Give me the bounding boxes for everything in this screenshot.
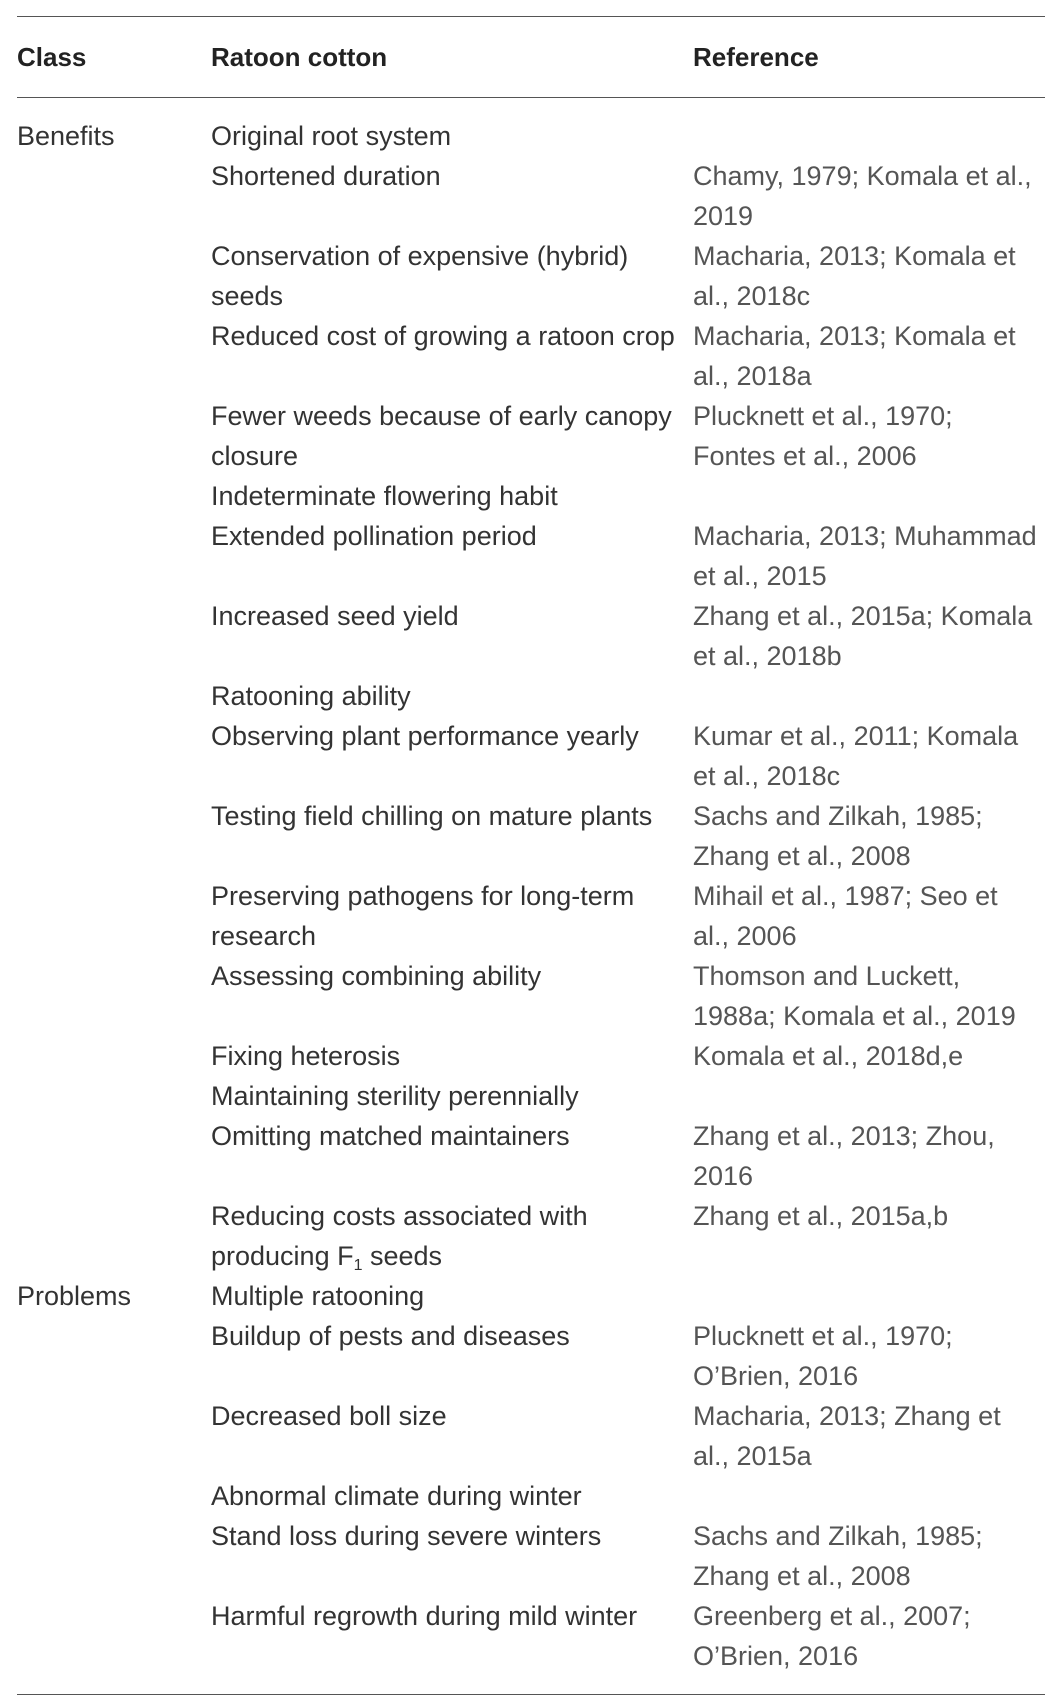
item-cell: Original root system [211, 121, 452, 151]
item-cell: Fewer weeds because of early canopy closure [211, 401, 672, 471]
table-body [17, 98, 1045, 1694]
item-cell: Abnormal climate during winter [211, 1481, 582, 1511]
table-row [17, 1596, 1045, 1676]
item-cell: Increased seed yield [211, 601, 459, 631]
table-row [17, 796, 1045, 876]
item-cell: Preserving pathogens for long-term research [211, 881, 635, 951]
item-text: Reducing costs associated with producing F [211, 1201, 588, 1271]
header-ratoon-cotton: Ratoon cotton [211, 41, 388, 72]
item-cell: Shortened duration [211, 161, 441, 191]
reference-cell: Macharia, 2013; Zhang et al., 2015a [693, 1401, 1001, 1471]
table-row [17, 1316, 1045, 1396]
table-row [17, 956, 1045, 1036]
reference-cell: Zhang et al., 2013; Zhou, 2016 [693, 1121, 995, 1191]
table-row [17, 876, 1045, 956]
bottom-rule [17, 1694, 1045, 1695]
table-row [17, 516, 1045, 596]
item-cell: Decreased boll size [211, 1401, 447, 1431]
reference-cell: Macharia, 2013; Muhammad et al., 2015 [693, 521, 1037, 591]
item-cell [211, 1196, 693, 1276]
item-cell: Reduced cost of growing a ratoon crop [211, 321, 675, 351]
item-cell: Fixing heterosis [211, 1041, 401, 1071]
reference-cell: Sachs and Zilkah, 1985; Zhang et al., 2008 [693, 801, 983, 871]
item-cell: Buildup of pests and diseases [211, 1321, 570, 1351]
reference-cell: Mihail et al., 1987; Seo et al., 2006 [693, 881, 998, 951]
class-cell: Problems [17, 1281, 132, 1311]
item-cell: Assessing combining ability [211, 961, 542, 991]
item-cell: Stand loss during severe winters [211, 1521, 602, 1551]
item-cell: Maintaining sterility perennially [211, 1081, 579, 1111]
table-row [17, 1076, 1045, 1116]
class-cell: Benefits [17, 121, 115, 151]
table-row [17, 716, 1045, 796]
reference-cell: Greenberg et al., 2007; O’Brien, 2016 [693, 1601, 971, 1671]
table-row [17, 156, 1045, 236]
item-cell: Omitting matched maintainers [211, 1121, 570, 1151]
table-row [17, 236, 1045, 316]
reference-cell: Zhang et al., 2015a; Komala et al., 2018b [693, 601, 1033, 671]
item-cell: Conservation of expensive (hybrid) seeds [211, 241, 629, 311]
table-row [17, 1276, 1045, 1316]
table-row [17, 1116, 1045, 1196]
header-class: Class [17, 41, 87, 72]
reference-cell: Sachs and Zilkah, 1985; Zhang et al., 2008 [693, 1521, 983, 1591]
item-cell: Ratooning ability [211, 681, 411, 711]
item-cell: Harmful regrowth during mild winter [211, 1601, 638, 1631]
reference-cell: Kumar et al., 2011; Komala et al., 2018c [693, 721, 1019, 791]
reference-cell: Macharia, 2013; Komala et al., 2018a [693, 321, 1016, 391]
table-row [17, 1476, 1045, 1516]
table-row [17, 396, 1045, 476]
item-cell: Testing field chilling on mature plants [211, 801, 653, 831]
item-cell: Multiple ratooning [211, 1281, 425, 1311]
table-row [17, 316, 1045, 396]
reference-cell: Plucknett et al., 1970; O’Brien, 2016 [693, 1321, 953, 1391]
ratoon-cotton-table [17, 16, 1045, 1695]
table-row [17, 1036, 1045, 1076]
table-row [17, 1196, 1045, 1276]
reference-cell: Komala et al., 2018d,e [693, 1041, 964, 1071]
item-cell: Indeterminate flowering habit [211, 481, 558, 511]
header-reference: Reference [693, 41, 819, 72]
item-subscript: 1 [353, 1257, 363, 1274]
reference-cell: Chamy, 1979; Komala et al., 2019 [693, 161, 1032, 231]
reference-cell: Macharia, 2013; Komala et al., 2018c [693, 241, 1016, 311]
item-cell: Observing plant performance yearly [211, 721, 639, 751]
reference-cell: Plucknett et al., 1970; Fontes et al., 2006 [693, 401, 953, 471]
table-row [17, 596, 1045, 676]
reference-cell: Zhang et al., 2015a,b [693, 1201, 949, 1231]
item-text-suffix: seeds [362, 1241, 443, 1271]
table-row [17, 476, 1045, 516]
table-row [17, 1396, 1045, 1476]
table-row [17, 116, 1045, 156]
reference-cell: Thomson and Luckett, 1988a; Komala et al., 2019 [693, 961, 1016, 1031]
table-row [17, 676, 1045, 716]
item-cell: Extended pollination period [211, 521, 537, 551]
table-row [17, 1516, 1045, 1596]
table-header [17, 17, 1045, 97]
